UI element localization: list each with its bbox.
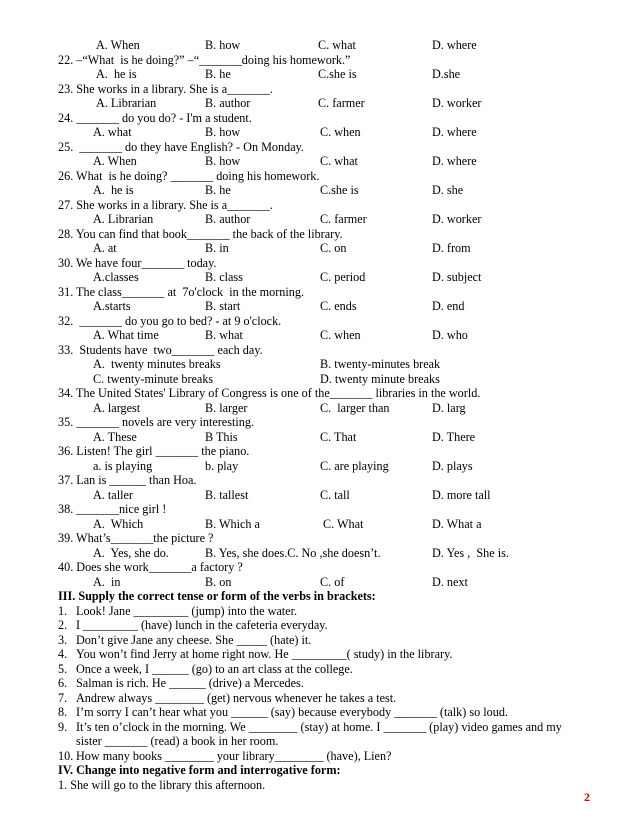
item-text: I _________ (have) lunch in the cafeteria everyday. xyxy=(76,618,328,632)
answer-option: b. play xyxy=(205,458,239,473)
question-line xyxy=(0,691,638,706)
answer-options-row xyxy=(0,241,638,256)
item-text: sister _______ (read) a book in her room. xyxy=(76,734,279,748)
answer-options-row xyxy=(0,575,638,590)
answer-option: D. where xyxy=(432,154,477,168)
question-text: 26. What is he doing? _______ doing his homework. xyxy=(58,168,320,183)
question-text: 31. The class_______ at 7o'clock in the morning. xyxy=(58,284,305,299)
question-line xyxy=(0,734,638,749)
item-text: It’s ten o’clock in the morning. We ________ (stay) at home. I _______ (play) video games and my xyxy=(76,719,562,734)
answer-option: D. subject xyxy=(432,270,482,284)
answer-options-row xyxy=(0,154,638,169)
answer-option: C. period xyxy=(320,270,366,284)
answer-option: D. next xyxy=(432,574,468,589)
answer-option: B. larger xyxy=(205,400,248,415)
answer-option: C. on xyxy=(320,241,347,255)
question-line xyxy=(0,53,638,68)
item-text: Andrew always ________ (get) nervous whenever he takes a test. xyxy=(76,690,397,705)
question-line xyxy=(0,531,638,546)
answer-options-row xyxy=(0,357,638,372)
question-text: 32. _______ do you go to bed? - at 9 o'clock. xyxy=(58,313,282,328)
answer-option: D. twenty minute breaks xyxy=(320,371,440,386)
question-text: 24. _______ do you do? - I'm a student. xyxy=(58,110,252,125)
answer-option: B. on xyxy=(205,574,232,589)
answer-option: A. taller xyxy=(93,487,133,502)
question-text: 40. Does she work_______a factory ? xyxy=(58,560,243,574)
item-text: How many books ________ your library________ (have), Lien? xyxy=(76,748,392,763)
question-line xyxy=(0,314,638,329)
answer-option: A. What time xyxy=(93,328,159,342)
question-line xyxy=(0,618,638,633)
answer-options-row xyxy=(0,270,638,285)
answer-option: B. what xyxy=(205,328,243,342)
answer-option: D. from xyxy=(432,241,471,255)
question-line xyxy=(0,343,638,358)
question-line xyxy=(0,444,638,459)
question-line xyxy=(0,560,638,575)
item-text: Don’t give Jane any cheese. She _____ (hate) it. xyxy=(76,632,312,647)
answer-options-row xyxy=(0,38,638,53)
question-text: 23. She works in a library. She is a_______. xyxy=(58,81,273,96)
answer-option: D.she xyxy=(432,67,461,81)
answer-options-row xyxy=(0,546,638,561)
answer-option: D. plays xyxy=(432,458,473,473)
question-line xyxy=(0,111,638,126)
item-number: 3. xyxy=(58,632,68,647)
question-line xyxy=(0,705,638,720)
question-text: 33. Students have two_______ each day. xyxy=(58,342,263,357)
answer-option: C. That xyxy=(320,429,357,444)
answer-options-row xyxy=(0,459,638,474)
question-line xyxy=(0,502,638,517)
answer-option: C. of xyxy=(320,574,345,589)
item-number: 10. xyxy=(58,748,74,763)
answer-option: D. worker xyxy=(432,96,482,110)
question-text: 1. She will go to the library this afternoon. xyxy=(58,777,266,792)
answer-option: a. is playing xyxy=(93,458,153,473)
question-line xyxy=(0,720,638,735)
answer-option: C.she is xyxy=(320,183,359,197)
answer-options-row xyxy=(0,96,638,111)
answer-option: B. how xyxy=(205,125,241,139)
question-text: 35. _______ novels are very interesting. xyxy=(58,415,254,429)
answer-option: C. what xyxy=(318,38,356,52)
section-heading xyxy=(0,763,638,778)
answer-option: B. Yes, she does.C. No ,she doesn’t. xyxy=(205,545,381,560)
answer-option: B. class xyxy=(205,270,243,284)
answer-options-row xyxy=(0,67,638,82)
answer-option: A.classes xyxy=(93,270,139,284)
answer-option: D. end xyxy=(432,299,465,313)
question-line xyxy=(0,169,638,184)
answer-options-row xyxy=(0,517,638,532)
answer-option: B. he xyxy=(205,67,231,81)
heading-text: III. Supply the correct tense or form of the verbs in brackets: xyxy=(58,589,376,603)
question-text: 34. The United States' Library of Congress is one of the_______ libraries in the world. xyxy=(58,386,481,400)
item-text: You won’t find Jerry at home right now. He _________( study) in the library. xyxy=(76,647,453,661)
item-number: 1. xyxy=(58,603,68,618)
answer-option: C. what xyxy=(320,154,358,168)
question-text: 28. You can find that book_______ the back of the library. xyxy=(58,226,343,241)
question-line xyxy=(0,647,638,662)
answer-option: A. he is xyxy=(96,67,137,81)
question-line xyxy=(0,256,638,271)
answer-option: B. twenty-minutes break xyxy=(320,357,441,371)
item-text: Salman is rich. He ______ (drive) a Mercedes. xyxy=(76,676,304,690)
question-text: 36. Listen! The girl _______ the piano. xyxy=(58,444,250,458)
answer-option: A. twenty minutes breaks xyxy=(93,357,221,371)
answer-option: C. when xyxy=(320,328,361,342)
answer-option: B. author xyxy=(205,212,251,226)
question-line xyxy=(0,778,638,793)
item-number: 6. xyxy=(58,676,68,690)
question-text: 25. _______ do they have English? - On Monday. xyxy=(58,139,304,154)
answer-option: C. tall xyxy=(320,487,350,502)
answer-option: B. he xyxy=(205,183,231,197)
answer-option: A. Which xyxy=(93,516,144,531)
answer-option: B. tallest xyxy=(205,487,249,502)
answer-option: B. in xyxy=(205,241,229,255)
answer-options-row xyxy=(0,212,638,227)
answer-option: C. ends xyxy=(320,299,357,313)
item-text: Look! Jane _________ (jump) into the water. xyxy=(76,603,298,618)
answer-option: A. Librarian xyxy=(96,96,157,110)
answer-option: A. in xyxy=(93,574,121,589)
answer-option: B. Which a xyxy=(205,516,260,531)
answer-option: B. how xyxy=(205,38,241,52)
answer-option: C. twenty-minute breaks xyxy=(93,371,214,386)
answer-option: B. start xyxy=(205,299,241,313)
answer-options-row xyxy=(0,372,638,387)
answer-option: D. What a xyxy=(432,516,482,531)
answer-option: A. at xyxy=(93,241,117,255)
answer-option: A. When xyxy=(96,38,140,52)
answer-option: C. What xyxy=(323,516,364,531)
item-number: 9. xyxy=(58,719,68,734)
question-line xyxy=(0,140,638,155)
question-text: 39. What’s_______the picture ? xyxy=(58,531,214,545)
answer-option: A. largest xyxy=(93,400,141,415)
heading-text: IV. Change into negative form and interrogative form: xyxy=(58,763,341,777)
question-line xyxy=(0,633,638,648)
answer-option: A. he is xyxy=(93,183,134,197)
question-line xyxy=(0,386,638,401)
answer-option: C. are playing xyxy=(320,458,389,473)
answer-option: A. Yes, she do. xyxy=(93,545,169,560)
answer-option: B. author xyxy=(205,96,251,110)
question-text: 22. –“What is he doing?” –“_______doing his homework.” xyxy=(58,52,351,67)
answer-option: A. These xyxy=(93,429,137,444)
answer-option: C. when xyxy=(320,125,361,139)
answer-option: D. worker xyxy=(432,212,482,226)
question-line xyxy=(0,473,638,488)
item-text: I’m sorry I can’t hear what you ______ (say) because everybody _______ (talk) so loud. xyxy=(76,705,508,719)
answer-option: A.starts xyxy=(93,299,131,313)
question-line xyxy=(0,82,638,97)
answer-option: D. who xyxy=(432,328,468,342)
answer-option: D. larg xyxy=(432,400,466,415)
page-number: 2 xyxy=(584,790,590,804)
item-text: Once a week, I ______ (go) to an art class at the college. xyxy=(76,661,353,676)
answer-option: D. Yes , She is. xyxy=(432,545,509,560)
answer-options-row xyxy=(0,488,638,503)
answer-options-row xyxy=(0,125,638,140)
answer-option: D. where xyxy=(432,38,477,52)
question-text: 38. _______nice girl ! xyxy=(58,502,167,516)
item-number: 8. xyxy=(58,705,68,719)
answer-option: C. farmer xyxy=(320,212,367,226)
question-text: 30. We have four_______ today. xyxy=(58,255,217,270)
answer-option: D. more tall xyxy=(432,487,491,502)
question-text: 27. She works in a library. She is a_______. xyxy=(58,197,273,212)
answer-option: B This xyxy=(205,429,238,444)
answer-option: A. Librarian xyxy=(93,212,154,226)
section-heading xyxy=(0,589,638,604)
question-line xyxy=(0,198,638,213)
answer-option: D. she xyxy=(432,183,464,197)
answer-options-row xyxy=(0,299,638,314)
answer-option: B. how xyxy=(205,154,241,168)
answer-option: A. what xyxy=(93,125,132,139)
item-number: 2. xyxy=(58,618,68,632)
question-line xyxy=(0,285,638,300)
answer-options-row xyxy=(0,183,638,198)
item-number: 4. xyxy=(58,647,68,661)
answer-option: D. There xyxy=(432,429,476,444)
answer-option: A. When xyxy=(93,154,137,168)
answer-options-row xyxy=(0,430,638,445)
question-line xyxy=(0,604,638,619)
question-line xyxy=(0,676,638,691)
answer-options-row xyxy=(0,401,638,416)
question-text: 37. Lan is ______ than Hoa. xyxy=(58,473,197,487)
question-line xyxy=(0,662,638,677)
answer-options-row xyxy=(0,328,638,343)
answer-option: D. where xyxy=(432,125,477,139)
answer-option: C. farmer xyxy=(318,96,365,110)
answer-option: C.she is xyxy=(318,67,357,81)
item-number: 5. xyxy=(58,661,68,676)
question-line xyxy=(0,415,638,430)
item-number: 7. xyxy=(58,690,68,705)
answer-option: C. larger than xyxy=(320,400,390,415)
question-line xyxy=(0,227,638,242)
question-line xyxy=(0,749,638,764)
